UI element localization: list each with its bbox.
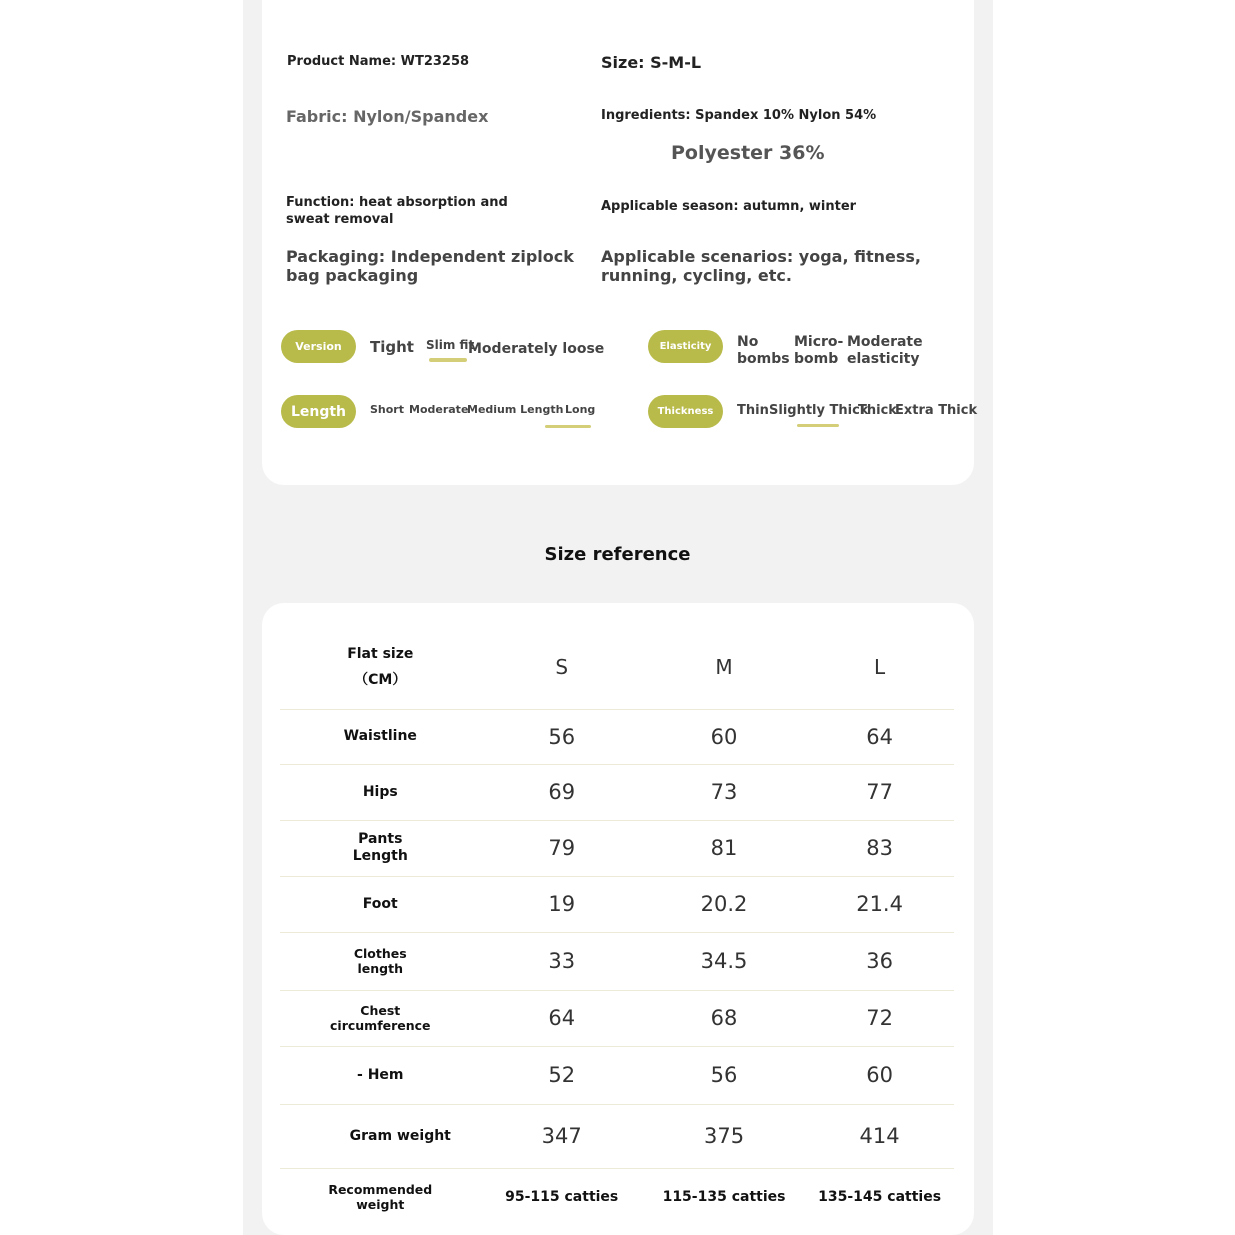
thickness-option-slightly-thick: Slightly Thick [769,403,869,418]
thickness-pill: Thickness [648,395,723,428]
row-value: 79 [548,836,576,860]
elasticity-pill: Elasticity [648,330,723,363]
size-reference-title: Size reference [544,544,691,565]
header-label-line-2: （CM） [354,671,407,688]
row-label: - Hem [357,1066,404,1083]
row-value: 21.4 [856,892,903,916]
length-option-moderate: Moderate [409,403,469,416]
row-label: Recommended weight [328,1182,433,1213]
function: Function: heat absorption and sweat removal [286,195,508,227]
header-label-line-1: Flat size [347,645,414,662]
row-label: Clothes length [353,946,407,976]
row-value: 56 [710,1063,738,1087]
length-selected-marker [545,425,591,428]
row-label: Waistline [343,728,417,744]
row-value: 52 [548,1063,576,1087]
table-header-row [280,625,954,709]
length-option-long: Long [565,403,596,416]
packaging: Packaging: Independent ziplock bag packaging [286,247,574,285]
row-label: Chest circumference [330,1003,431,1033]
length-option-medium-length: Medium Length [467,403,564,416]
row-value: 81 [710,836,738,860]
row-value: 19 [548,892,576,916]
row-value: 77 [866,780,893,804]
row-value: 68 [710,1006,738,1030]
size-table [280,625,954,1226]
table-row [280,820,954,876]
ingredients-line-1: Ingredients: Spandex 10% Nylon 54% [601,108,877,123]
version-option-slim-fit: Slim fit [426,338,475,352]
elasticity-option-moderate: Moderate elasticity [847,334,923,367]
row-value: 69 [548,780,576,804]
header-size-m: M [715,654,733,679]
row-value: 135-145 catties [818,1189,942,1206]
elasticity-option-no-bombs: No bombs [737,334,790,367]
header-size-l: L [874,654,886,679]
table-row [280,1104,954,1168]
row-value: 20.2 [700,892,748,916]
header-size-s: S [555,654,569,679]
thickness-option-extra-thick: Extra Thick [895,403,978,418]
row-value: 347 [541,1124,582,1148]
table-row [280,932,954,990]
row-value: 56 [548,724,576,749]
version-option-moderately-loose: Moderately loose [468,341,605,357]
length-pill: Length [281,395,356,428]
size-range: Size: S-M-L [601,53,702,72]
thickness-selected-marker [797,424,839,427]
header-label-cell [280,625,481,709]
row-value: 73 [710,780,738,804]
ingredients-line-2: Polyester 36% [671,142,825,164]
thickness-option-thick: Thick [858,403,897,418]
row-value: 36 [866,949,893,973]
scenarios: Applicable scenarios: yoga, fitness, running, cycling, etc. [601,247,921,285]
row-value: 115-135 catties [662,1189,786,1206]
row-label: Foot [362,895,398,912]
table-row [280,1046,954,1104]
thickness-option-thin: Thin [737,403,769,418]
version-pill: Version [281,330,356,363]
table-row [280,764,954,820]
row-label: Gram weight [349,1127,451,1144]
row-value: 34.5 [700,949,748,973]
row-label: Hips [362,783,398,800]
length-option-short: Short [370,403,404,416]
table-row [280,709,954,764]
product-name: Product Name: WT23258 [287,54,470,69]
row-value: 375 [703,1124,745,1148]
season: Applicable season: autumn, winter [601,199,857,214]
table-row [280,990,954,1046]
row-value: 60 [866,1063,893,1087]
row-label: Pants Length [352,831,408,864]
row-value: 83 [866,836,893,860]
table-row [280,1168,954,1226]
version-selected-marker [429,358,467,362]
row-value: 64 [866,724,893,749]
table-row [280,876,954,932]
fabric: Fabric: Nylon/Spandex [286,107,489,126]
row-value: 33 [548,949,576,973]
elasticity-option-micro-bomb: Micro-bomb [794,334,844,367]
row-value: 72 [866,1006,893,1030]
row-value: 414 [859,1124,900,1148]
version-option-tight: Tight [370,338,414,356]
row-value: 60 [710,724,738,749]
row-value: 95-115 catties [505,1189,619,1206]
row-value: 64 [548,1006,576,1030]
